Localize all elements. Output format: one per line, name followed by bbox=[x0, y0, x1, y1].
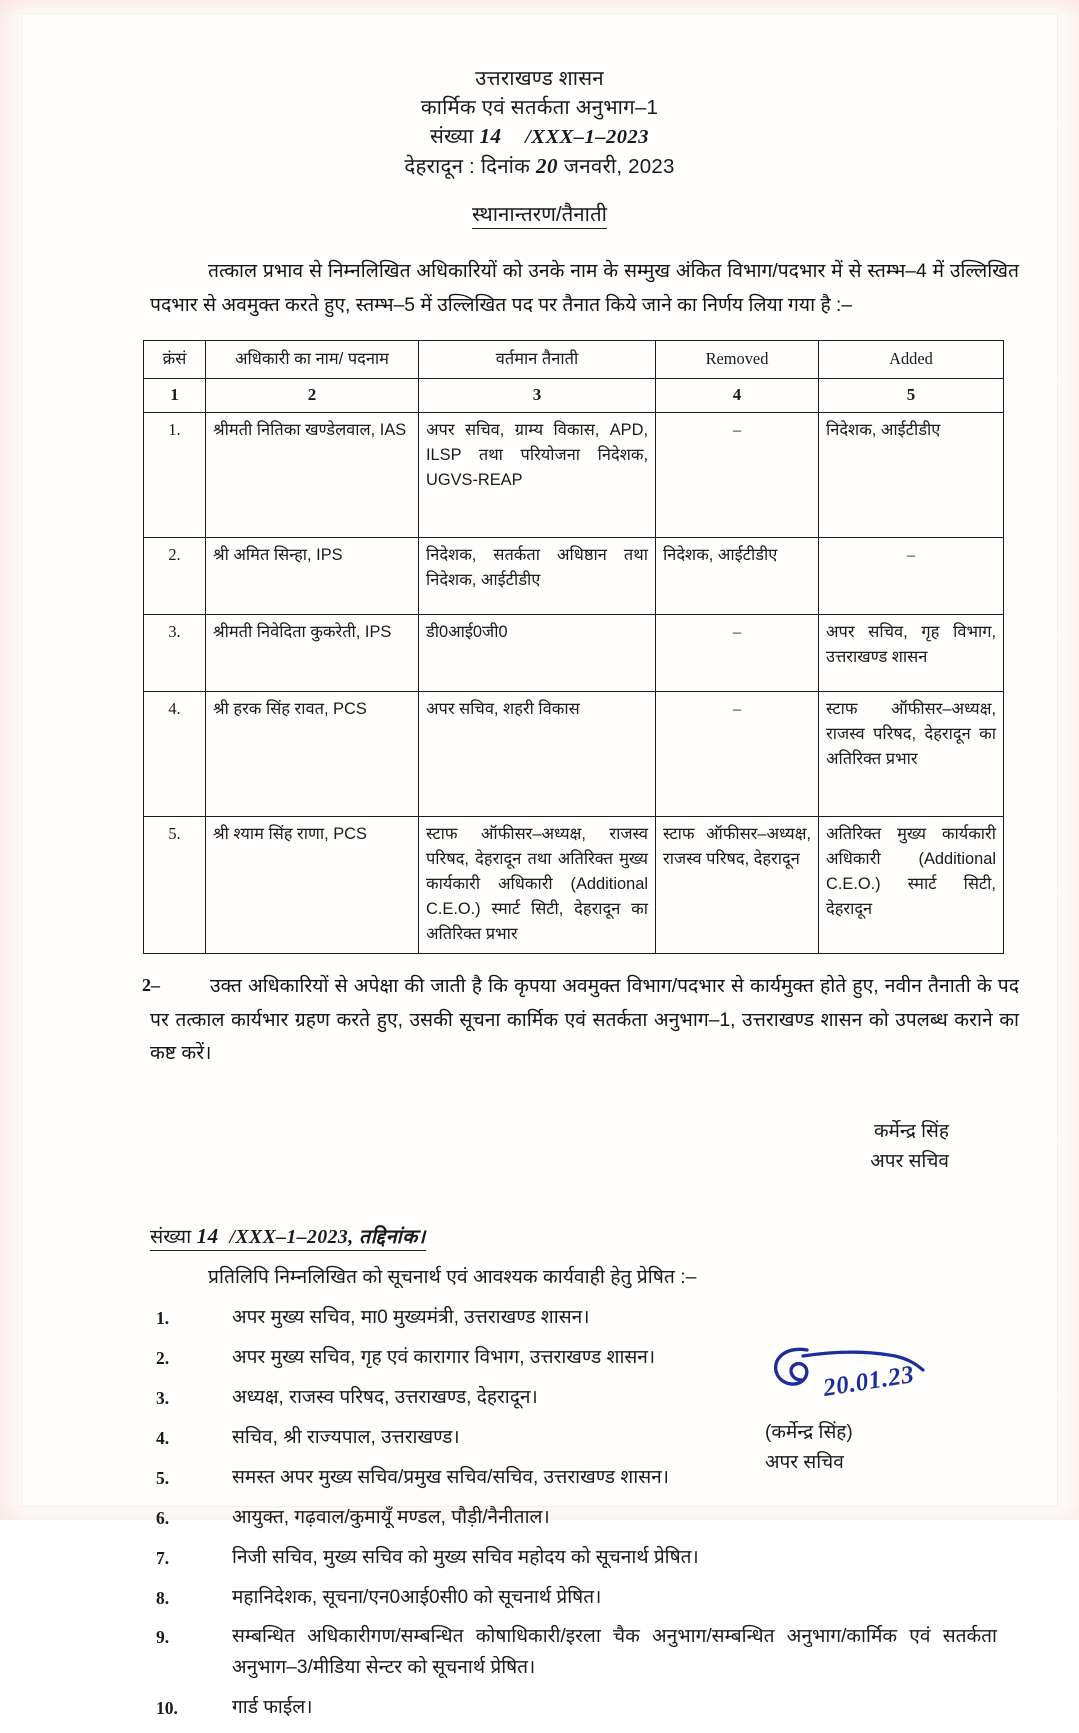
table-row bbox=[144, 691, 1004, 816]
list-item-text: गार्ड फाईल। bbox=[232, 1697, 313, 1719]
th-officer-name: अधिकारी का नाम/ पदनाम bbox=[206, 341, 419, 379]
cell-removed: – bbox=[656, 691, 819, 816]
colnum-5: 5 bbox=[819, 378, 1004, 412]
th-serial: क्रंसं bbox=[144, 341, 206, 379]
transfer-posting-table bbox=[143, 340, 1004, 954]
cell-serial: 1. bbox=[144, 412, 206, 537]
th-added: Added bbox=[819, 341, 1004, 379]
ref2-label: संख्या bbox=[150, 1226, 192, 1249]
cell-current-posting: स्टाफ ऑफीसर–अध्यक्ष, राजस्व परिषद, देहरादून तथा अतिरिक्त मुख्य कार्यकारी अधिकारी (Additional C.E.O.) स्मार्ट सिटी, देहरादून का अतिरिक्त प्रभार bbox=[419, 816, 656, 954]
list-item-text: अपर मुख्य सचिव, मा0 मुख्यमंत्री, उत्तराखण्ड शासन। bbox=[232, 1307, 590, 1329]
list-item-text: आयुक्त, गढ़वाल/कुमायूँ मण्डल, पौड़ी/नैनीताल। bbox=[232, 1506, 550, 1528]
cell-added: स्टाफ ऑफीसर–अध्यक्ष, राजस्व परिषद, देहरादून का अतिरिक्त प्रभार bbox=[819, 691, 1004, 816]
list-item-number: 5. bbox=[156, 1467, 170, 1488]
table-header-row bbox=[144, 341, 1004, 379]
signatory-designation-bottom: अपर सचिव bbox=[765, 1452, 844, 1474]
list-item-number: 7. bbox=[156, 1547, 170, 1568]
cell-serial: 3. bbox=[144, 614, 206, 691]
handwritten-signature bbox=[761, 1344, 1021, 1418]
ref2-handwritten-number: 14 bbox=[196, 1224, 219, 1249]
cell-removed: – bbox=[656, 614, 819, 691]
colnum-1: 1 bbox=[144, 378, 206, 412]
table-row bbox=[144, 412, 1004, 537]
table-row bbox=[144, 537, 1004, 614]
list-item-number: 2. bbox=[156, 1348, 170, 1369]
cell-added: अतिरिक्त मुख्य कार्यकारी अधिकारी (Additional C.E.O.) स्मार्ट सिटी, देहरादून bbox=[819, 816, 1004, 954]
cell-removed: – bbox=[656, 412, 819, 537]
list-item-number: 6. bbox=[156, 1507, 170, 1528]
colnum-4: 4 bbox=[656, 378, 819, 412]
ref2-suffix: /XXX–1–2023, तद्दिनांक। bbox=[229, 1227, 426, 1249]
list-item-number: 4. bbox=[156, 1427, 170, 1448]
date-month-year: जनवरी, 2023 bbox=[563, 155, 675, 179]
reference-number-2 bbox=[150, 1222, 1057, 1249]
paper-sheet bbox=[22, 14, 1057, 1719]
cell-removed: निदेशक, आईटीडीए bbox=[656, 537, 819, 614]
cell-serial: 2. bbox=[144, 537, 206, 614]
reference-suffix: /XXX–1–2023 bbox=[525, 126, 650, 149]
place-date-label: देहरादून : दिनांक bbox=[404, 155, 531, 179]
paragraph-2-number: 2– bbox=[142, 975, 160, 996]
colnum-2: 2 bbox=[206, 378, 419, 412]
list-item-text: अपर मुख्य सचिव, गृह एवं कारागार विभाग, उत्तराखण्ड शासन। bbox=[232, 1347, 656, 1369]
list-item-text: समस्त अपर मुख्य सचिव/प्रमुख सचिव/सचिव, उत्तराखण्ड शासन। bbox=[232, 1466, 669, 1488]
table-row bbox=[144, 816, 1004, 954]
header-line-department: कार्मिक एवं सतर्कता अनुभाग–1 bbox=[420, 96, 659, 120]
cell-removed: स्टाफ ऑफीसर–अध्यक्ष, राजस्व परिषद, देहरादून bbox=[656, 816, 819, 954]
list-item bbox=[150, 1622, 997, 1684]
th-removed: Removed bbox=[656, 341, 819, 379]
cell-added: – bbox=[819, 537, 1004, 614]
cell-officer-name: श्रीमती नितिका खण्डेलवाल, IAS bbox=[206, 412, 419, 537]
cell-added: अपर सचिव, गृह विभाग, उत्तराखण्ड शासन bbox=[819, 614, 1004, 691]
header-line-government: उत्तराखण्ड शासन bbox=[475, 67, 604, 90]
date-handwritten-day: 20 bbox=[535, 154, 558, 179]
document-header bbox=[22, 64, 1057, 229]
cell-current-posting: डी0आई0जी0 bbox=[419, 614, 656, 691]
list-item bbox=[150, 1693, 997, 1724]
list-item-number: 9. bbox=[156, 1627, 170, 1648]
list-item-text: निजी सचिव, मुख्य सचिव को मुख्य सचिव महोदय को सूचनार्थ प्रेषित। bbox=[232, 1546, 699, 1568]
signatory-name: कर्मेन्द्र सिंह bbox=[873, 1120, 949, 1142]
list-item-text: सचिव, श्री राज्यपाल, उत्तराखण्ड। bbox=[232, 1426, 460, 1448]
list-item bbox=[150, 1503, 997, 1534]
signature-block-top bbox=[22, 1117, 949, 1179]
list-item bbox=[150, 1303, 997, 1334]
document-subject bbox=[22, 200, 1057, 229]
cell-officer-name: श्री अमित सिन्हा, IPS bbox=[206, 537, 419, 614]
intro-paragraph: तत्काल प्रभाव से निम्नलिखित अधिकारियों को उनके नाम के सम्मुख अंकित विभाग/पदभार में से स्तम्भ–4 में उल्लिखित पदभार से अवमुक्त करते हुए, स्तम्भ–5 में उल्लिखित पद पर तैनात किये जाने का निर्णय लिया गया है :– bbox=[150, 261, 1019, 316]
table-row bbox=[144, 614, 1004, 691]
header-reference-number bbox=[22, 122, 1057, 152]
list-item bbox=[150, 1583, 997, 1614]
list-item bbox=[150, 1543, 997, 1574]
sankhya-handwritten-number: 14 bbox=[479, 124, 502, 149]
cell-officer-name: श्री हरक सिंह रावत, PCS bbox=[206, 691, 419, 816]
copy-forwarded-line: प्रतिलिपि निम्नलिखित को सूचनार्थ एवं आवश्यक कार्यवाही हेतु प्रेषित :– bbox=[208, 1267, 697, 1289]
paragraph-2 bbox=[142, 970, 1019, 1070]
cell-officer-name: श्री श्याम सिंह राणा, PCS bbox=[206, 816, 419, 954]
list-item-text: सम्बन्धित अधिकारीगण/सम्बन्धित कोषाधिकारी/इरला चैक अनुभाग/सम्बन्धित अनुभाग/कार्मिक एवं सतर्कता अनुभाग–3/मीडिया सेन्टर को सूचनार्थ प्रेषित। bbox=[232, 1626, 997, 1679]
list-item-number: 3. bbox=[156, 1387, 170, 1408]
ref2-inline bbox=[150, 1226, 426, 1251]
cell-added: निदेशक, आईटीडीए bbox=[819, 412, 1004, 537]
th-current-posting: वर्तमान तैनाती bbox=[419, 341, 656, 379]
signature-block-bottom bbox=[761, 1344, 1021, 1479]
signatory-designation: अपर सचिव bbox=[870, 1151, 949, 1173]
cell-current-posting: अपर सचिव, शहरी विकास bbox=[419, 691, 656, 816]
subject-text: स्थानान्तरण/तैनाती bbox=[472, 203, 607, 229]
cell-serial: 5. bbox=[144, 816, 206, 954]
list-item-number: 8. bbox=[156, 1587, 170, 1608]
sankhya-label: संख्या bbox=[429, 125, 474, 149]
header-place-date bbox=[22, 152, 1057, 182]
signatory-name-bottom: (कर्मेन्द्र सिंह) bbox=[765, 1422, 853, 1443]
cell-current-posting: निदेशक, सतर्कता अधिष्ठान तथा निदेशक, आईटीडीए bbox=[419, 537, 656, 614]
cell-serial: 4. bbox=[144, 691, 206, 816]
list-item-text: अध्यक्ष, राजस्व परिषद, उत्तराखण्ड, देहरादून। bbox=[232, 1386, 538, 1408]
table-column-number-row bbox=[144, 378, 1004, 412]
cell-officer-name: श्रीमती निवेदिता कुकरेती, IPS bbox=[206, 614, 419, 691]
list-item-number: 10. bbox=[156, 1698, 178, 1719]
paragraph-2-text: उक्त अधिकारियों से अपेक्षा की जाती है कि कृपया अवमुक्त विभाग/पदभार से कार्यमुक्त होते हुए, नवीन तैनाती के पद पर तत्काल कार्यभार ग्रहण करते हुए, उसकी सूचना कार्मिक एवं सतर्कता अनुभाग–1, उत्तराखण्ड शासन को उपलब्ध कराने का कष्ट करें। bbox=[150, 976, 1019, 1065]
list-item-number: 1. bbox=[156, 1308, 170, 1329]
colnum-3: 3 bbox=[419, 378, 656, 412]
signature-date: 20.01.23 bbox=[821, 1361, 916, 1402]
cell-current-posting: अपर सचिव, ग्राम्य विकास, APD, ILSP तथा परियोजना निदेशक, UGVS-REAP bbox=[419, 412, 656, 537]
list-item-text: महानिदेशक, सूचना/एन0आई0सी0 को सूचनार्थ प्रेषित। bbox=[232, 1586, 602, 1608]
